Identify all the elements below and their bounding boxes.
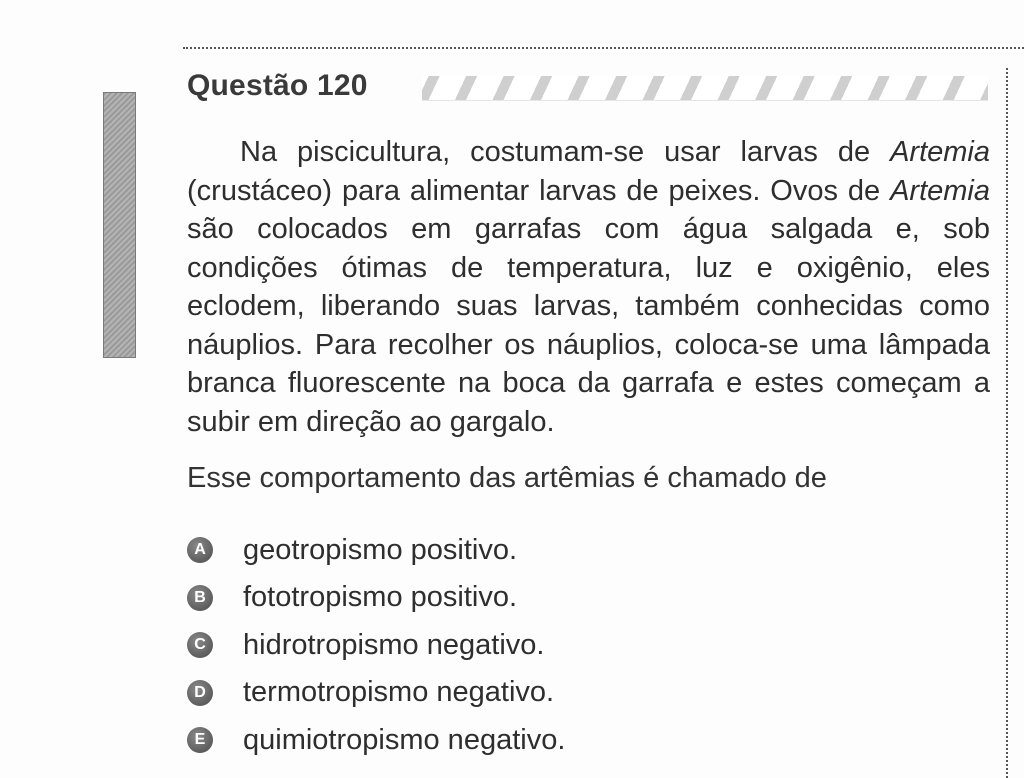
species-name: Artemia bbox=[890, 136, 990, 168]
paragraph-part: Na piscicultura, costumam-se usar larvas de bbox=[240, 136, 891, 168]
species-name: Artemia bbox=[890, 174, 990, 207]
option-letter-badge: B bbox=[187, 585, 213, 611]
option-text: hidrotropismo negativo. bbox=[243, 628, 545, 661]
option-letter-badge: E bbox=[187, 727, 213, 753]
question-paragraph bbox=[187, 133, 990, 441]
header-stripe-band bbox=[422, 76, 988, 101]
option-text: quimiotropismo negativo. bbox=[243, 723, 566, 756]
option-a[interactable] bbox=[187, 527, 565, 573]
option-e[interactable] bbox=[187, 717, 565, 763]
paragraph-part: (crustáceo) para alimentar larvas de peixes. Ovos de bbox=[187, 174, 891, 207]
option-letter-badge: C bbox=[187, 632, 213, 658]
option-text: termotropismo negativo. bbox=[243, 676, 555, 708]
question-stem: Esse comportamento das artêmias é chamado de bbox=[187, 462, 827, 494]
option-letter-badge: A bbox=[187, 537, 213, 563]
question-title: Questão 120 bbox=[187, 69, 368, 102]
option-text: geotropismo positivo. bbox=[243, 533, 518, 566]
answer-options bbox=[187, 527, 565, 765]
paragraph-part: são colocados em garrafas com água salgada e, sob condições ótimas de temperatura, luz e oxigênio, eles eclodem, liberando suas larvas, também conhecidas como náuplios. Para recolher os náuplios, coloca-se uma lâmpada branca fluorescente na boca da garrafa e estes começam a subir em direção ao gargalo. bbox=[187, 213, 990, 438]
option-letter-badge: D bbox=[187, 680, 213, 706]
option-c[interactable] bbox=[187, 622, 565, 668]
top-dotted-border bbox=[183, 47, 1024, 49]
question-header bbox=[187, 66, 368, 106]
right-dotted-border bbox=[1006, 68, 1008, 778]
option-text: fototropismo positivo. bbox=[243, 581, 518, 613]
question-text bbox=[187, 133, 990, 441]
option-d[interactable] bbox=[187, 670, 565, 716]
option-b[interactable] bbox=[187, 575, 565, 621]
side-marker-bar bbox=[103, 92, 136, 358]
